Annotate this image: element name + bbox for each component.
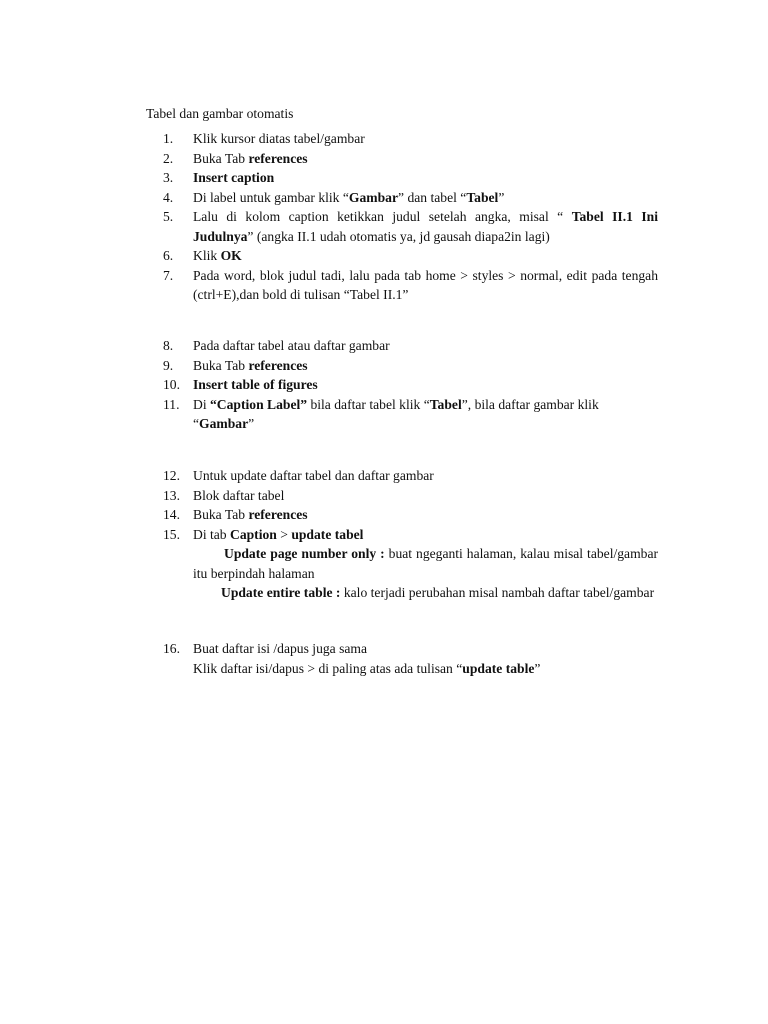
steps-list-update	[0, 466, 768, 603]
item-bold-text: update tabel	[291, 526, 364, 542]
item-bold-text: update table	[462, 660, 535, 676]
item-bold-text: OK	[220, 248, 242, 263]
item-bold-text: “Caption Label”	[210, 396, 308, 412]
item-number: 15.	[163, 526, 180, 542]
list-item	[0, 375, 658, 395]
item-number: 6.	[163, 248, 174, 263]
list-item	[0, 639, 658, 659]
item-text: ” dan tabel “	[398, 189, 467, 205]
item-bold-text: Caption	[230, 526, 277, 542]
sub-paragraph-update-entire-table	[193, 583, 658, 603]
list-item	[0, 149, 658, 169]
item-bold-text: Insert table of figures	[193, 377, 318, 392]
item-bold-text: Gambar	[199, 416, 249, 431]
item-text: Buka Tab	[193, 150, 249, 166]
item-text: ”, bila daftar gambar klik “	[193, 396, 599, 431]
continuation-line	[193, 659, 658, 679]
item-number: 10.	[163, 377, 180, 392]
item-number: 3.	[163, 170, 174, 185]
item-text: ”	[498, 189, 505, 205]
option-description: kalo terjadi perubahan misal nambah daftar tabel/gambar	[340, 585, 655, 600]
item-text: Klik	[193, 248, 221, 263]
item-number: 12.	[163, 468, 180, 483]
list-item	[0, 395, 658, 434]
item-text: Klik daftar isi/dapus > di paling atas ada tulisan “	[193, 660, 463, 676]
document-title: Tabel dan gambar otomatis	[146, 106, 294, 121]
item-text: Pada word, blok judul tadi, lalu pada tab home > styles > normal, edit pada tengah (ctrl+E),dan bold di tulisan “Tabel II.1”	[193, 267, 658, 302]
list-item	[0, 246, 658, 266]
sub-paragraph-update-page-number	[193, 544, 658, 583]
item-text: Buka Tab	[193, 357, 249, 373]
item-number: 16.	[163, 641, 180, 656]
steps-list-table-of-contents	[0, 639, 768, 678]
list-item	[0, 207, 658, 246]
list-item	[0, 336, 658, 356]
list-item	[0, 129, 658, 149]
item-number: 4.	[163, 189, 174, 205]
item-number: 1.	[163, 131, 174, 146]
item-text: ”	[534, 660, 541, 676]
item-text: Buat daftar isi /dapus juga sama	[193, 641, 368, 656]
steps-list-caption	[0, 129, 768, 305]
option-name: Update page number only :	[224, 546, 385, 561]
list-item	[0, 168, 658, 188]
list-item	[0, 266, 658, 305]
item-text: Di	[193, 396, 210, 412]
item-bold-text: Gambar	[348, 189, 399, 205]
item-bold-text: Tabel II.1 Ini Judulnya	[193, 209, 658, 244]
option-description: buat ngeganti halaman, kalau misal tabel/gambar itu berpindah halaman	[193, 546, 659, 581]
item-bold-text: references	[248, 507, 308, 522]
item-number: 14.	[163, 507, 180, 522]
item-bold-text: Tabel	[466, 189, 499, 205]
list-item	[0, 188, 658, 208]
item-number: 13.	[163, 487, 180, 503]
item-number: 8.	[163, 338, 174, 353]
list-item	[0, 486, 658, 506]
steps-list-table-of-figures	[0, 336, 768, 434]
option-name: Update entire table :	[221, 585, 341, 600]
list-item	[0, 356, 658, 376]
item-text: Di label untuk gambar klik “	[193, 189, 349, 205]
item-text: ” (angka II.1 udah otomatis ya, jd gausah diapa2in lagi)	[247, 228, 550, 244]
item-bold-text: Insert caption	[193, 170, 275, 185]
list-item	[0, 466, 658, 486]
item-text: bila daftar tabel klik “	[307, 396, 430, 412]
item-text: Pada daftar tabel atau daftar gambar	[193, 338, 390, 353]
list-item	[0, 505, 658, 525]
item-bold-text: Tabel	[429, 396, 462, 412]
item-text: ”	[248, 416, 255, 431]
list-item	[0, 525, 658, 545]
item-bold-text: references	[248, 357, 308, 373]
item-text: Buka Tab	[193, 507, 249, 522]
item-number: 2.	[163, 150, 174, 166]
item-text: Lalu di kolom caption ketikkan judul setelah angka, misal “	[193, 209, 572, 224]
item-text: >	[276, 526, 292, 542]
item-text: Untuk update daftar tabel dan daftar gambar	[193, 468, 434, 483]
item-text: Blok daftar tabel	[193, 487, 285, 503]
item-number: 7.	[163, 267, 174, 283]
item-number: 5.	[163, 209, 174, 224]
item-text: Klik kursor diatas tabel/gambar	[193, 131, 365, 146]
item-number: 11.	[163, 396, 180, 412]
item-number: 9.	[163, 357, 174, 373]
item-bold-text: references	[248, 150, 308, 166]
item-text: Di tab	[193, 526, 230, 542]
